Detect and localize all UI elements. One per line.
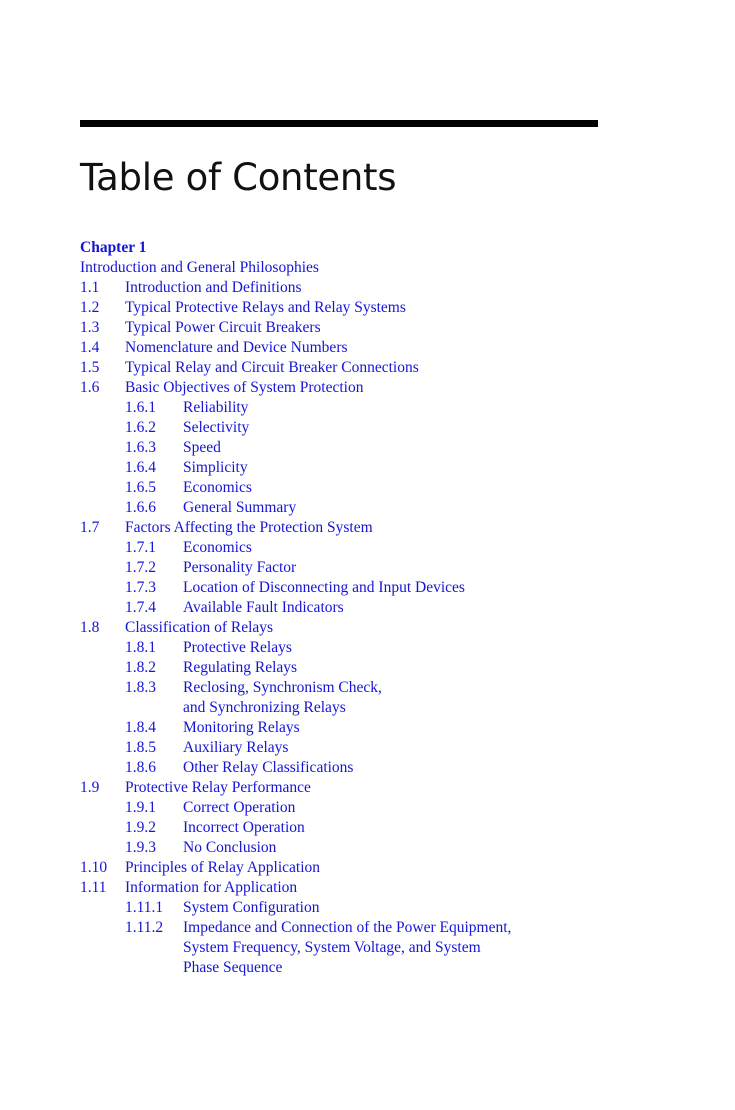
toc-entry-title: Monitoring Relays bbox=[183, 719, 300, 736]
chapter-label[interactable]: Chapter 1 bbox=[80, 239, 147, 256]
toc-entry-number: 1.4 bbox=[80, 339, 100, 356]
toc-entry-title: Protective Relays bbox=[183, 639, 292, 656]
toc-entry[interactable] bbox=[80, 678, 640, 718]
toc-entry-number: 1.5 bbox=[80, 359, 100, 376]
toc-entry-number: 1.9.2 bbox=[125, 819, 156, 836]
toc-entry-title: Factors Affecting the Protection System bbox=[125, 519, 373, 536]
toc-entry-number: 1.7.4 bbox=[125, 599, 156, 616]
toc-entry[interactable] bbox=[80, 498, 640, 518]
toc-entry[interactable] bbox=[80, 858, 640, 878]
toc-entry-title: Protective Relay Performance bbox=[125, 779, 311, 796]
toc-entry[interactable] bbox=[80, 378, 640, 398]
toc-entry-title: Typical Power Circuit Breakers bbox=[125, 319, 321, 336]
toc-entry[interactable] bbox=[80, 338, 640, 358]
toc-entry-title: Introduction and Definitions bbox=[125, 279, 302, 296]
toc-entry-number: 1.6 bbox=[80, 379, 100, 396]
toc-entry[interactable] bbox=[80, 398, 640, 418]
toc-entry-number: 1.7.3 bbox=[125, 579, 156, 596]
toc-entry[interactable] bbox=[80, 718, 640, 738]
toc-entry-number: 1.7 bbox=[80, 519, 100, 536]
toc-entry[interactable] bbox=[80, 298, 640, 318]
toc-entry-title: System Configuration bbox=[183, 899, 320, 916]
table-of-contents bbox=[80, 238, 640, 978]
toc-entry[interactable] bbox=[80, 358, 640, 378]
toc-entry-number: 1.11.1 bbox=[125, 899, 164, 916]
toc-entry[interactable] bbox=[80, 578, 640, 598]
toc-entry-title: Principles of Relay Application bbox=[125, 859, 321, 876]
toc-entry[interactable] bbox=[80, 438, 640, 458]
toc-entry-number: 1.8.6 bbox=[125, 759, 156, 776]
toc-entry[interactable] bbox=[80, 898, 640, 918]
toc-entry[interactable] bbox=[80, 318, 640, 338]
toc-entry[interactable] bbox=[80, 598, 640, 618]
toc-entry[interactable] bbox=[80, 738, 640, 758]
toc-entry-number: 1.10 bbox=[80, 859, 108, 876]
toc-entry[interactable] bbox=[80, 778, 640, 798]
toc-entry[interactable] bbox=[80, 618, 640, 638]
header-rule bbox=[80, 120, 598, 127]
toc-entry-title: Information for Application bbox=[125, 879, 298, 896]
toc-entry[interactable] bbox=[80, 918, 640, 978]
page-title: Table of Contents bbox=[80, 156, 397, 199]
toc-entry-title: Selectivity bbox=[183, 419, 250, 436]
toc-entry-number: 1.9.1 bbox=[125, 799, 156, 816]
toc-entry-number: 1.8.1 bbox=[125, 639, 156, 656]
toc-entry-number: 1.2 bbox=[80, 299, 100, 316]
toc-entry-title: Typical Protective Relays and Relay Systems bbox=[125, 299, 406, 316]
toc-entry-number: 1.1 bbox=[80, 279, 100, 296]
toc-entry-number: 1.6.6 bbox=[125, 499, 156, 516]
toc-entry-number: 1.9.3 bbox=[125, 839, 156, 856]
toc-entry-title: Classification of Relays bbox=[125, 619, 274, 636]
toc-entry-number: 1.6.2 bbox=[125, 419, 156, 436]
toc-entry[interactable] bbox=[80, 418, 640, 438]
toc-entry[interactable] bbox=[80, 658, 640, 678]
toc-entry[interactable] bbox=[80, 878, 640, 898]
toc-entry-number: 1.8 bbox=[80, 619, 100, 636]
toc-entry-number: 1.7.1 bbox=[125, 539, 156, 556]
toc-entry-title: Incorrect Operation bbox=[183, 819, 305, 836]
toc-entry[interactable] bbox=[80, 478, 640, 498]
toc-entry-title: Reclosing, Synchronism Check, and Synchronizing Relays bbox=[183, 679, 382, 716]
toc-entry-number: 1.11 bbox=[80, 879, 107, 896]
toc-entry-title: Location of Disconnecting and Input Devices bbox=[183, 579, 465, 596]
chapter-title[interactable]: Introduction and General Philosophies bbox=[80, 259, 319, 276]
toc-entry[interactable] bbox=[80, 458, 640, 478]
toc-entry-title: Economics bbox=[183, 539, 252, 556]
toc-entry[interactable] bbox=[80, 278, 640, 298]
toc-entry[interactable] bbox=[80, 638, 640, 658]
toc-entry[interactable] bbox=[80, 838, 640, 858]
toc-entry-title: Personality Factor bbox=[183, 559, 297, 576]
toc-entry-number: 1.8.4 bbox=[125, 719, 156, 736]
toc-entry[interactable] bbox=[80, 538, 640, 558]
toc-entry-title: Typical Relay and Circuit Breaker Connections bbox=[125, 359, 419, 376]
toc-entry-number: 1.6.1 bbox=[125, 399, 156, 416]
toc-entry-number: 1.8.2 bbox=[125, 659, 156, 676]
toc-entry[interactable] bbox=[80, 818, 640, 838]
toc-entry-number: 1.6.3 bbox=[125, 439, 156, 456]
toc-entry-number: 1.7.2 bbox=[125, 559, 156, 576]
toc-entry[interactable] bbox=[80, 798, 640, 818]
toc-entry-title: General Summary bbox=[183, 499, 297, 516]
toc-entry-title: Basic Objectives of System Protection bbox=[125, 379, 364, 396]
toc-entry-title: Auxiliary Relays bbox=[183, 739, 289, 756]
toc-entry-title: No Conclusion bbox=[183, 839, 277, 856]
toc-entry-number: 1.3 bbox=[80, 319, 100, 336]
toc-entry-title: Regulating Relays bbox=[183, 659, 298, 676]
toc-entry-title: Correct Operation bbox=[183, 799, 296, 816]
toc-entry-number: 1.8.5 bbox=[125, 739, 156, 756]
toc-entry-title: Speed bbox=[183, 439, 221, 456]
toc-entry-title: Nomenclature and Device Numbers bbox=[125, 339, 348, 356]
toc-entry-title: Reliability bbox=[183, 399, 249, 416]
toc-entry-number: 1.9 bbox=[80, 779, 100, 796]
toc-entry-title: Economics bbox=[183, 479, 252, 496]
toc-entry-number: 1.6.5 bbox=[125, 479, 156, 496]
toc-entry[interactable] bbox=[80, 518, 640, 538]
toc-entry-number: 1.6.4 bbox=[125, 459, 156, 476]
toc-entry-title: Available Fault Indicators bbox=[183, 599, 344, 616]
toc-entry-number: 1.8.3 bbox=[125, 679, 156, 696]
toc-entry-number: 1.11.2 bbox=[125, 919, 164, 936]
toc-entry[interactable] bbox=[80, 558, 640, 578]
toc-entry-title: Simplicity bbox=[183, 459, 248, 476]
toc-entry[interactable] bbox=[80, 758, 640, 778]
toc-entry-title: Other Relay Classifications bbox=[183, 759, 354, 776]
toc-entry-title: Impedance and Connection of the Power Equipment, System Frequency, System Voltage, and System Phase Sequence bbox=[183, 919, 512, 976]
toc-entries bbox=[80, 278, 640, 978]
